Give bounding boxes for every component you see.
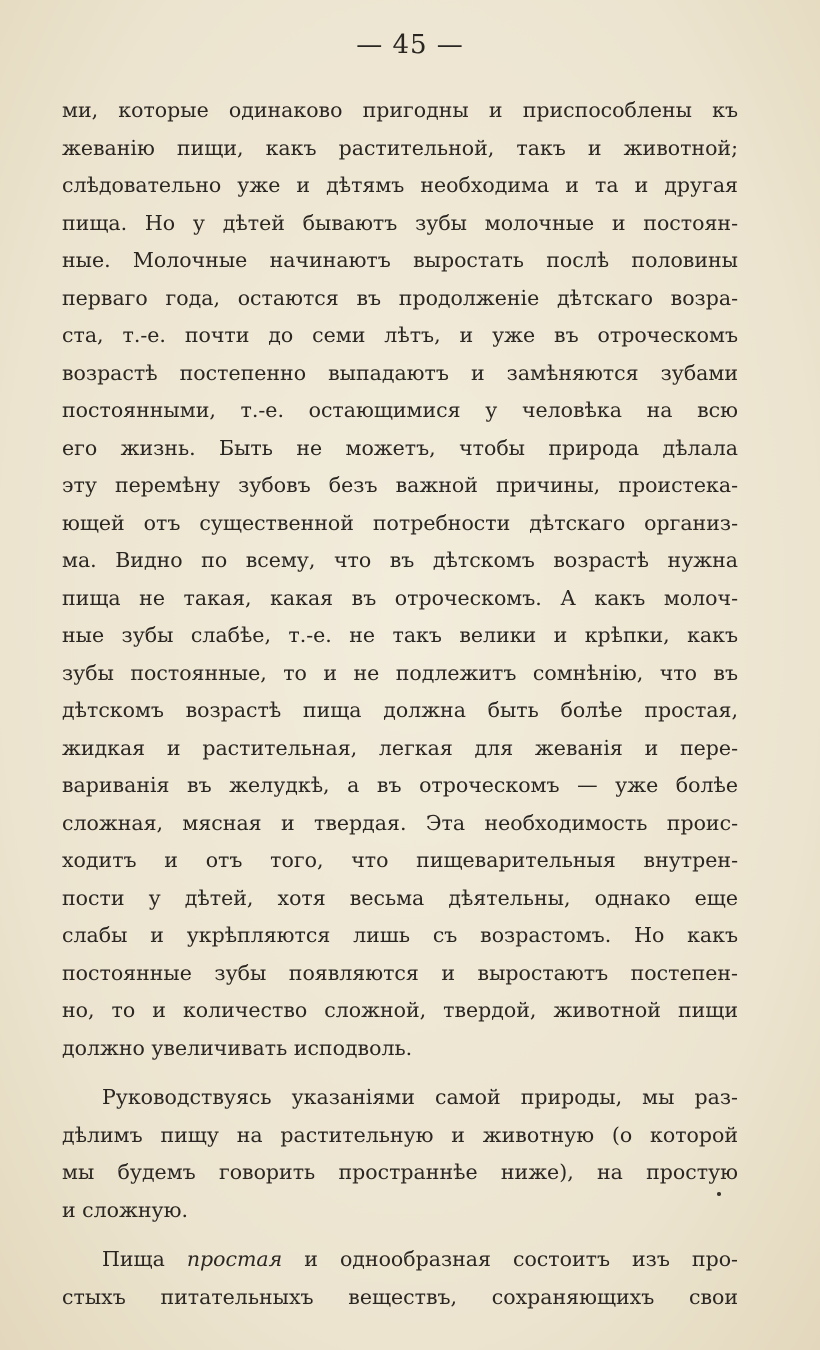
text-line: пости у дѣтей, хотя весьма дѣятельны, однако еще	[62, 885, 738, 910]
text-line: но, то и количество сложной, твердой, животной пищи	[62, 998, 738, 1022]
text-line: и сложную.	[62, 1197, 188, 1222]
paragraph-2	[62, 1079, 738, 1229]
text-line: возрастѣ постепенно выпадаютъ и замѣняются зубами	[62, 360, 738, 385]
text-line: пища не такая, какая въ отроческомъ. А какъ молоч-	[62, 585, 738, 610]
text-line: вариванія въ желудкѣ, а въ отроческомъ — уже болѣе	[62, 773, 738, 797]
text-line: Руководствуясь указаніями самой природы, мы раз-	[102, 1085, 738, 1109]
text-line: слѣдовательно уже и дѣтямъ необходима и та и другая	[62, 173, 738, 197]
text-line: ма. Видно по всему, что въ дѣтскомъ возрастѣ нужна	[62, 548, 738, 572]
emphasized-word: простая	[186, 1247, 283, 1271]
body-text	[62, 92, 738, 1316]
text-line: ста, т.-е. почти до семи лѣтъ, и уже въ отроческомъ	[62, 323, 738, 347]
text-line: Пища простая и однообразная состоитъ изъ про-	[102, 1247, 738, 1271]
text-line: мы будемъ говорить пространнѣе ниже), на простую	[62, 1160, 738, 1184]
text-line: эту перемѣну зубовъ безъ важной причины, проистека-	[62, 473, 738, 497]
text-line: дѣлимъ пищу на растительную и животную (о которой	[62, 1122, 738, 1147]
text-line: ющей отъ существенной потребности дѣтскаго организ-	[62, 510, 738, 535]
text-line: ные. Молочные начинаютъ выростать послѣ половины	[62, 248, 738, 272]
ink-speck	[717, 1192, 721, 1196]
text-line: дѣтскомъ возрастѣ пища должна быть болѣе простая,	[62, 698, 738, 722]
text-line: должно увеличивать исподволь.	[62, 1035, 413, 1060]
page-number: — 45 —	[356, 30, 464, 60]
text-line: слабы и укрѣпляются лишь съ возрастомъ. Но какъ	[62, 923, 738, 947]
text-line: его жизнь. Быть не можетъ, чтобы природа дѣлала	[62, 435, 738, 460]
text-line: стыхъ питательныхъ веществъ, сохраняющихъ свои	[62, 1284, 738, 1309]
text-line: пища. Но у дѣтей бываютъ зубы молочные и постоян-	[62, 210, 738, 235]
text-line: ные зубы слабѣе, т.-е. не такъ велики и крѣпки, какъ	[62, 623, 738, 647]
text-line: постоянными, т.-е. остающимися у человѣка на всю	[62, 398, 738, 422]
text-line: зубы постоянные, то и не подлежитъ сомнѣнію, что въ	[62, 660, 738, 685]
text-line: жидкая и растительная, легкая для жеванія и пере-	[62, 735, 738, 760]
paragraph-3	[62, 1241, 738, 1316]
text-line: ходитъ и отъ того, что пищеварительныя внутрен-	[62, 848, 738, 872]
text-line: постоянные зубы появляются и выростаютъ постепен-	[62, 960, 738, 985]
text-line: сложная, мясная и твердая. Эта необходимость проис-	[62, 810, 738, 835]
paragraph-1	[62, 92, 738, 1067]
text-line: ми, которые одинаково пригодны и приспособлены къ	[62, 98, 738, 122]
text-line: перваго года, остаются въ продолженіе дѣтскаго возра-	[62, 285, 738, 310]
text-line: жеванію пищи, какъ растительной, такъ и животной;	[62, 135, 738, 160]
